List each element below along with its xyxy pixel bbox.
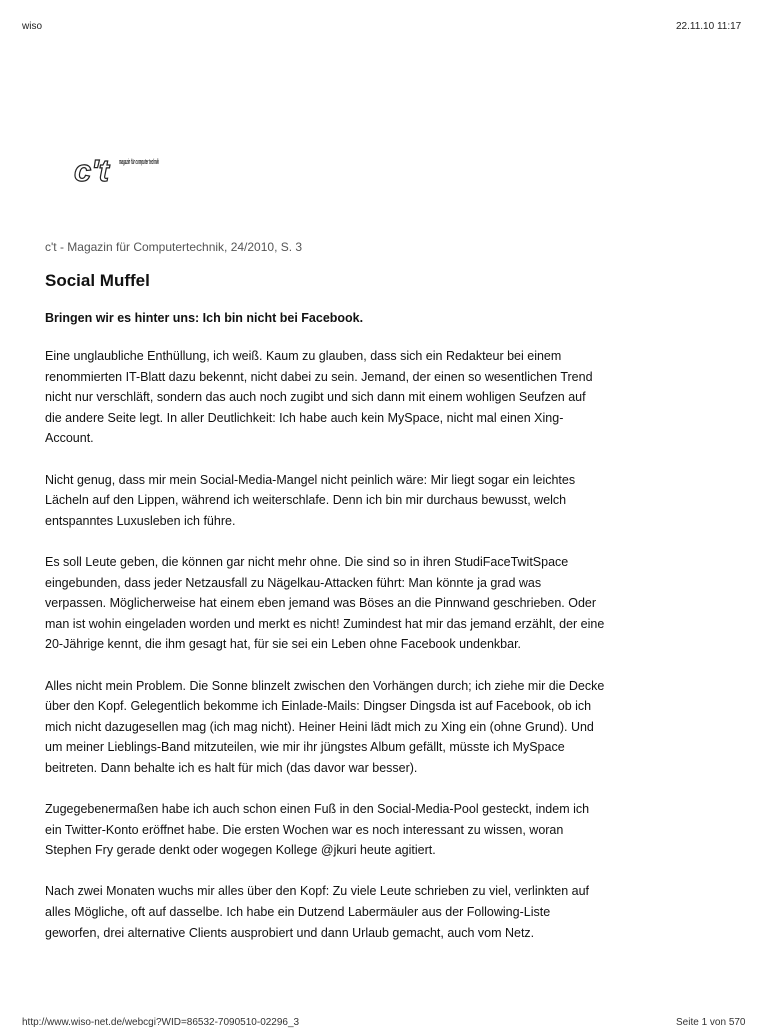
- print-footer-url: http://www.wiso-net.de/webcgi?WID=86532-7090510-02296_3: [22, 1017, 300, 1028]
- paragraph: Zugegebenermaßen habe ich auch schon einen Fuß in den Social-Media-Pool gesteckt, indem ich ein Twitter-Konto eröffnet habe. Die ersten Wochen war es noch interessant zu wissen, woran Stephen Fry gerade denkt oder wogegen Kollege @jkuri heute agitiert.: [45, 802, 590, 858]
- article-body: [45, 346, 605, 964]
- print-header-date: 22.11.10 11:17: [676, 21, 742, 32]
- logo-mark: c't: [74, 153, 109, 188]
- logo-tagline: magazin für computer technik: [119, 159, 160, 166]
- paragraph: Alles nicht mein Problem. Die Sonne blinzelt zwischen den Vorhängen durch; ich ziehe mir die Decke über den Kopf. Gelegentlich bekomme ich Einlade-Mails: Dingser Dingsda ist auf Facebook, ob ich mich nicht dazugesellen mag (ich mag nicht). Heiner Heini lädt mich zu Xing ein (ohne Grund). Und um meiner Lieblings-Band mitzuteilen, wie mir ihr jüngstes Album gefällt, müsste ich MySpace beitreten. Dann behalte ich es halt für mich (das davor war besser).: [45, 678, 605, 775]
- source-line: c't - Magazin für Computertechnik, 24/2010, S. 3: [45, 240, 303, 254]
- paragraph: Nicht genug, dass mir mein Social-Media-Mangel nicht peinlich wäre: Mir liegt sogar ein leichtes Lächeln auf den Lippen, während ich weiterschlafe. Denn ich bin mir durchaus bewusst, welch entspanntes Luxusleben ich führe.: [45, 472, 576, 528]
- paragraph: Eine unglaubliche Enthüllung, ich weiß. Kaum zu glauben, dass sich ein Redakteur bei einem renommierten IT-Blatt dazu bekennt, nicht dabei zu sein. Jemand, der einen so wesentlichen Trend nicht nur verschläft, sondern das auch noch zugibt und sich dann mit einem wohligen Seufzen auf die andere Seite legt. In aller Deutlichkeit: Ich habe auch kein MySpace, nicht mal einen Xing-Account.: [45, 349, 593, 446]
- article-title: Social Muffel: [45, 271, 150, 290]
- print-footer-page: Seite 1 von 570: [676, 1017, 746, 1028]
- print-header-left: wiso: [22, 21, 43, 32]
- paragraph: Nach zwei Monaten wuchs mir alles über den Kopf: Zu viele Leute schrieben zu viel, verlinkten auf alles Mögliche, oft auf dasselbe. Ich habe ein Dutzend Labermäuler aus der Following-Liste geworfen, drei alternative Clients ausprobiert und dann Urlaub gemacht, auch vom Netz.: [45, 884, 590, 940]
- ct-logo: [72, 152, 172, 188]
- article-lead: Bringen wir es hinter uns: Ich bin nicht bei Facebook.: [45, 311, 364, 325]
- paragraph: Es soll Leute geben, die können gar nicht mehr ohne. Die sind so in ihren StudiFaceTwitSpace eingebunden, dass jeder Netzausfall zu Nägelkau-Attacken führt: Man könnte ja grad was verpassen. Möglicherweise hat einem eben jemand was Böses an die Pinnwand geschrieben. Oder man ist wohin eingeladen worden und merkt es nicht! Zumindest hat mir das jemand erzählt, der eine 20-Jährige kennt, die ihm gesagt hat, für sie sei ein Leben ohne Facebook undenkbar.: [45, 554, 605, 652]
